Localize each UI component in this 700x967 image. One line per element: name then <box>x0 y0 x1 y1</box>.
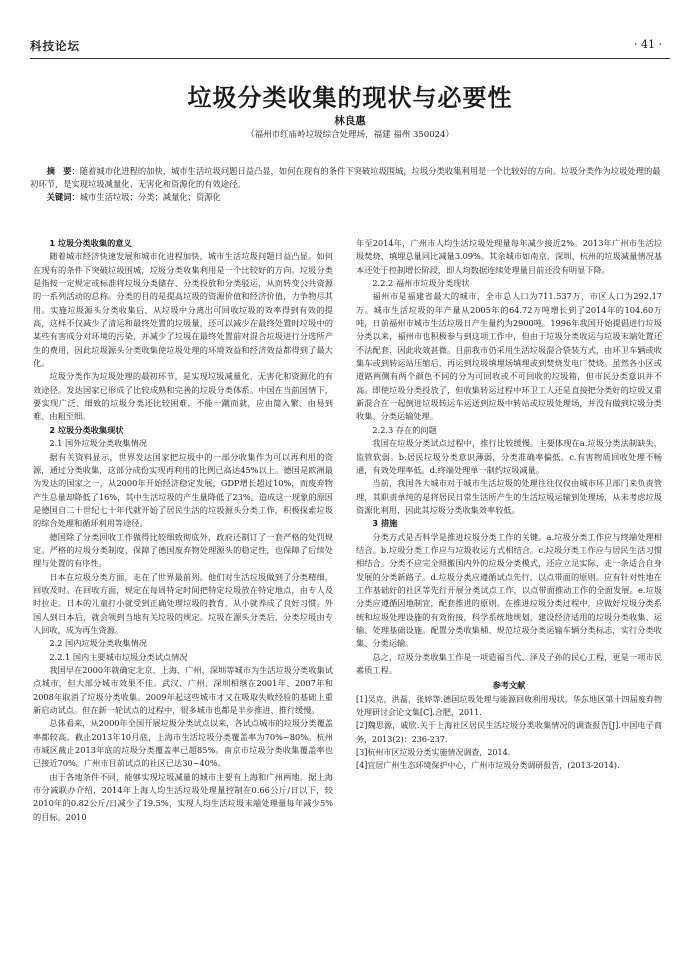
body-paragraph: 福州市是福建省最大的城市，全市总人口为711.537万，市区人口为292.17万。城市生活垃圾的年产量从2005年的64.72万吨增长到了2014年的104.60万吨，日前福州市城市生活垃圾日产生量约为2900吨。1996年我国开始提倡进行垃圾分类以来，福州市也积极参与到这项工作中，但由于垃圾分类收运与垃圾末端处置还不法配套，因此收效甚微。目前我市仍采用生活垃圾混合袋装方式，由环卫车辆或收集车或到转运站压缩后，再运到垃圾填埋场填埋或到焚烧发电厂焚烧。虽然各小区或道路两侧有两个颜色不同的分为可回收或不可回收的垃圾箱，但市民分类意识并不高。即使垃圾分类投放了，但收集转运过程中环卫工人还是直接把分类好的垃圾又重新混合在一起倒进垃圾转运车运送到垃圾中转站或垃圾处理场，并没有做到垃圾分类收集、分类运输处理。 <box>356 291 662 422</box>
body-paragraph: 由于各地条件不同，能够实现垃圾减量的城市主要有上海和广州两地。据上海市分减联办介绍，2014年上海人均生活垃圾处理量控制在0.66公斤/日以下，较2010年的0.82公斤/日减少了19.5%，实现人均生活垃圾末端处理量每年减少5%的目标。2010 <box>33 771 333 822</box>
abstract-label: 摘 要： <box>46 166 80 176</box>
body-paragraph: 日本在垃圾分类方面，走在了世界最前列。他们对生活垃圾做到了分类精细，回收及时。在回收方面，规定在每周特定时间把特定垃圾放在特定地点，由专人及时拉走。日本的儿童打小就受到正确处理垃圾的教育，从小就养成了良好习惯。外国人到日本后，就会领到当地有关垃圾的规定。垃圾在源头分类后，分类垃圾由专人回收，成为再生资源。 <box>33 571 333 635</box>
abstract-paragraph <box>30 165 664 191</box>
body-paragraph: 总之，垃圾分类收集工作是一项造福当代、泽及子孙的民心工程，更是一项市民素质工程。 <box>356 651 662 675</box>
header-rule <box>30 58 670 59</box>
body-paragraph: 我国早在2000年就确定北京、上海、广州、深圳等城市为生活垃圾分类收集试点城市，但大部分城市效果不佳。武汉、广州、深圳相继在2001年、2007年和2008年取消了垃圾分类收集。2009年起这些城市才又在吸取失败经验的基础上重新启动试点。但在新一轮试点的过程中，很多城市也都是半步推进、推行缓慢。 <box>33 665 333 716</box>
subsubsection-heading: 2.2.1 国内主要城市垃圾分类试点情况 <box>49 651 188 662</box>
section-heading: 1 垃圾分类收集的意义 <box>49 238 132 248</box>
left-column <box>33 237 333 957</box>
subsection-heading: 2.2 国内垃圾分类收集情况 <box>49 638 147 649</box>
reference-item: [1]吴克，洪磊，张婷等.德国垃圾处理与能源回收利用现状，华东地区第十四届废弃物处理研讨会论文集[C].合肥，2011. <box>356 694 662 718</box>
article-title: 垃圾分类收集的现状与必要性 <box>187 84 513 112</box>
body-paragraph: 年至2014年，广州市人均生活垃圾处理量每年减少接近2%。2013年广州市生活垃圾焚烧、填埋总量同比减量3.09%。其余城市如南京、深圳、杭州的垃圾减量情况基本还处于控制增长阶段，即人均数据连续处理量目前还没有明显下降。 <box>356 238 662 275</box>
keywords-line <box>30 191 664 204</box>
keywords-label: 关键词： <box>46 192 80 202</box>
section-heading: 2 垃圾分类收集现状 <box>49 424 124 435</box>
subsubsection-heading: 2.2.3 存在的问题 <box>372 424 437 435</box>
subsection-heading: 2.1 国外垃圾分类收集情况 <box>49 438 147 449</box>
right-column <box>356 237 662 957</box>
references-heading: 参考文献 <box>492 680 526 691</box>
body-paragraph: 垃圾分类作为垃圾处理的最初环节，是实现垃圾减量化、无害化和资源化的有效途径。发达国家已形成了比较成熟和完善的垃圾分类体系。中国在当前国情下，要实现广泛、细致的垃圾分类还比较困难，不能一蹴而就，应由简入繁、由易到难、由粗至细。 <box>33 371 333 422</box>
page-number: · 41 · <box>634 38 662 51</box>
body-paragraph: 总体看来，从2000年全国开展垃圾分类试点以来，各试点城市的垃圾分类覆盖率都较高。截止2013年10月底，上海市生活垃圾分类覆盖率为70%~80%。杭州市城区截止2013年底的垃圾分类覆盖率已超85%。南京市垃圾分类收集覆盖率也已接近70%。广州市目前试点的社区已达30~40%。 <box>33 718 333 769</box>
section-heading: 3 措施 <box>372 518 398 529</box>
journal-name: 科技论坛 <box>30 39 80 53</box>
body-paragraph: 随着城市经济快速发展和城市化进程加快，城市生活垃圾问题日益凸显。如何在现有的条件下突破垃圾围城，垃圾分类收集利用是一个比较好的方向。垃圾分类是指按一定规定或标准将垃圾分类储存、分类投放和分类驳运，从而转变公共资源的一系列活动的总称。分类的目的是提高垃圾的资源价值和经济价值，力争物尽其用。实施垃圾源头分类收集后，从垃圾中分离出可回收垃圾的效率得到有效的提高，这样不仅减少了清运和最终处置的垃圾量，还可以减少在最终处置时垃圾中的某些有害成分对环境的污染，并减少了垃圾在最终处置前对混合垃圾进行分选所产生的费用，因此垃圾源头分类收集使垃圾处理的环境效益和经济效益都得到了最大化。 <box>33 251 333 369</box>
reference-item: [3]杭州市区垃圾分类实施情况调查，2014. <box>356 748 511 758</box>
body-paragraph: 当前，我国各大城市对于城市生活垃圾的处理往往仅仅由城市环卫部门来负责管理，其职责单纯的是将居民日常生活所产生的生活垃圾运输到处理场，从未考虑垃圾资源化利用，因此其垃圾分类收集效率较低。 <box>356 478 662 515</box>
article-author: 林良惠 <box>334 115 366 127</box>
body-paragraph: 我国在垃圾分类试点过程中，推行比较缓慢。主要体现在a.垃圾分类法制缺失，监管软弱。b.居民垃圾分类意识薄弱，分类准确率偏低。c.有害物质回收处理不畅通，有效处理率低。d.终端处理单一制约垃圾减量。 <box>356 438 662 475</box>
reference-item: [2]魏思源，戚欣.关于上海社区居民生活垃圾分类收集情况的调查报告[J].中国电子商务，2013(2)：236-237. <box>356 721 662 744</box>
subsubsection-heading: 2.2.2 福州市垃圾分类现状 <box>372 278 470 289</box>
article-affiliation: （福州市红庙岭垃圾综合处理场，福建 福州 350024） <box>246 130 454 140</box>
body-paragraph: 分类方式是否科学是推进垃圾分类工作的关键。a.垃圾分类工作应与终端处理相结合。b.垃圾分类工作应与垃圾收运方式相结合。c.垃圾分类工作应与居民生活习惯相结合。分类不应完全照搬国内外的垃圾分类模式，还应立足实际，走一条适合自身发展的分类新路子。d.垃圾分类应遵循试点先行，以点带面的原则。应有针对性地在工作基础好的社区等先行开展分类试点工作，以点带面推动工作的全面发展。e.垃圾分类应遵循因地制宜，配套推进的原则。在推进垃圾分类过程中，应做好垃圾分类系统和垃圾处理设施的有效衔接，科学系统地规划，建设经济适用的垃圾分类收集、运输、处理基础设施。配置分类收集桶、规范垃圾分类运输车辆分类标志，实行分类收集、分类运输。 <box>356 531 662 649</box>
body-paragraph: 德国除了分类回收工作做得比较细致彻底外，政府还制订了一套严格的处罚规定。严格的垃圾分类制度，保障了德国废弃物处理源头的稳定性，也保障了后续处理与处置的有序性。 <box>33 531 333 569</box>
body-paragraph: 据有关资料显示，世界发达国家把垃圾中的一部分收集作为可以再利用的资源，通过分类收集，这部分成份实现再利用的比例已高达45%以上。德国是欧洲最为发达的国家之一，从2000年开始经济稳定发展，GDP增长超过10%，而废弃物产生总量却降低了16%，其中生活垃圾的产生量降低了23%。造成这一现象的原因是德国自二十世纪七十年代就开始了居民生活的垃圾源头分类工作，积极探索垃圾的综合处理和循环利用等途径。 <box>33 451 333 529</box>
reference-item: [4]宜居广州生态环境保护中心，广州市垃圾分类调研报告，(2013-2014). <box>356 761 620 771</box>
keywords-text: 城市生活垃圾；分类；减量化；资源化 <box>79 192 221 202</box>
abstract-block <box>30 165 664 204</box>
abstract-text: 随着城市化进程的加快，城市生活垃圾问题日益凸显，如何在现有的条件下突破垃圾围城，垃圾分类收集利用是一个比较好的方向。垃圾分类作为垃圾处理的最初环节，是实现垃圾减量化、无害化和资源化的有效途径。 <box>30 166 661 189</box>
